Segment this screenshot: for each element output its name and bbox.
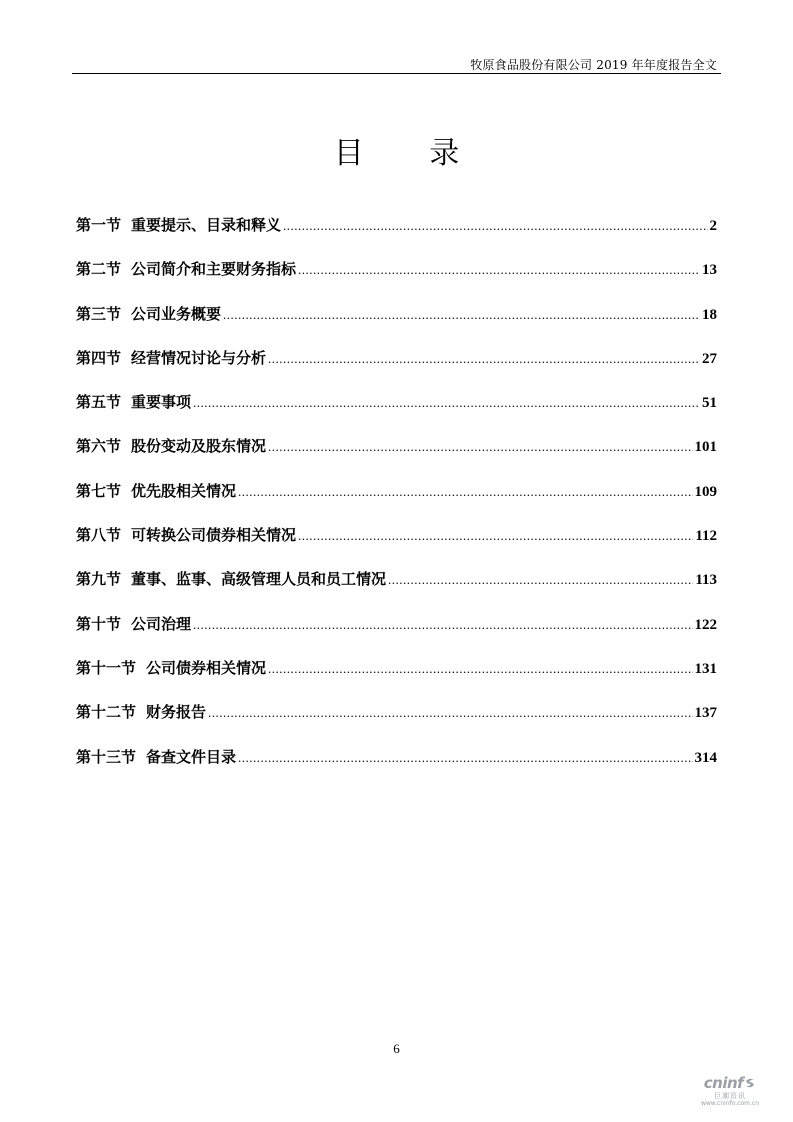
page-number: 6 <box>393 1041 400 1056</box>
toc-leader-dots <box>193 395 700 411</box>
toc-page-number: 101 <box>694 439 717 456</box>
toc-leader-dots <box>388 572 693 588</box>
toc-entry[interactable] <box>76 613 717 657</box>
toc-leader-dots <box>238 750 692 766</box>
toc-section-number: 第八节 <box>76 526 122 545</box>
toc-section-title: 经营情况讨论与分析 <box>131 348 267 367</box>
toc-section-title: 重要事项 <box>131 393 192 412</box>
cninfo-swirl-icon <box>744 1077 756 1089</box>
toc-section-number: 第七节 <box>76 481 122 500</box>
cninfo-logo <box>695 1074 765 1092</box>
toc-page-number: 27 <box>702 350 717 367</box>
toc-section-number: 第五节 <box>76 393 122 412</box>
toc-leader-dots <box>208 705 692 721</box>
toc-leader-dots <box>268 439 692 455</box>
toc-section-number: 第十二节 <box>76 703 137 722</box>
toc-entry[interactable] <box>76 435 717 479</box>
cninfo-watermark <box>695 1074 765 1108</box>
toc-page-number: 314 <box>694 749 717 766</box>
toc-entry[interactable] <box>76 391 717 435</box>
toc-section-title: 可转换公司债券相关情况 <box>131 526 297 545</box>
toc-section-number: 第十节 <box>76 614 122 633</box>
toc-entry[interactable] <box>76 258 717 302</box>
toc-section-title: 公司治理 <box>131 614 192 633</box>
toc-page-number: 113 <box>695 572 717 589</box>
toc-page-number: 109 <box>694 483 717 500</box>
header-divider <box>72 73 721 74</box>
cninfo-logo-text: cninf <box>703 1074 744 1092</box>
toc-section-title: 公司债券相关情况 <box>146 658 267 677</box>
toc-section-number: 第六节 <box>76 437 122 456</box>
toc-section-title: 备查文件目录 <box>146 747 237 766</box>
toc-section-title: 财务报告 <box>146 703 207 722</box>
toc-section-number: 第四节 <box>76 348 122 367</box>
toc-section-title: 公司简介和主要财务指标 <box>131 260 297 279</box>
toc-section-number: 第一节 <box>76 216 122 234</box>
toc-section-number: 第十一节 <box>76 658 137 677</box>
toc-section-number: 第二节 <box>76 260 122 279</box>
toc-section-title: 优先股相关情况 <box>131 481 237 500</box>
toc-section-title: 公司业务概要 <box>131 304 222 323</box>
toc-section-number: 第九节 <box>76 570 122 589</box>
toc-page-number: 2 <box>709 218 717 234</box>
toc-page-number: 122 <box>694 616 717 633</box>
toc-entry[interactable] <box>76 746 717 790</box>
table-of-contents <box>76 214 717 790</box>
toc-leader-dots <box>223 307 700 323</box>
toc-entry[interactable] <box>76 568 717 612</box>
document-header: 牧原食品股份有限公司 2019 年年度报告全文 <box>470 58 717 72</box>
toc-page-number: 13 <box>702 262 717 279</box>
toc-section-number: 第三节 <box>76 304 122 323</box>
toc-entry[interactable] <box>76 347 717 391</box>
toc-section-title: 重要提示、目录和释义 <box>131 216 282 234</box>
toc-entry[interactable] <box>76 701 717 745</box>
toc-leader-dots <box>283 218 707 234</box>
toc-section-number: 第十三节 <box>76 747 137 766</box>
cninfo-url: www.cninfo.com.cn <box>700 1100 760 1107</box>
toc-leader-dots <box>268 661 692 677</box>
toc-entry[interactable] <box>76 524 717 568</box>
toc-section-title: 董事、监事、高级管理人员和员工情况 <box>131 570 387 589</box>
toc-page-number: 51 <box>702 395 717 412</box>
toc-entry[interactable] <box>76 480 717 524</box>
toc-entry[interactable] <box>76 657 717 701</box>
cninfo-subtitle: 巨潮资讯 <box>714 1092 746 1100</box>
toc-leader-dots <box>298 262 700 278</box>
toc-leader-dots <box>193 617 692 633</box>
toc-page-number: 137 <box>694 705 717 722</box>
toc-page-number: 131 <box>694 660 717 677</box>
toc-page-number: 112 <box>695 528 717 545</box>
toc-entry[interactable] <box>76 303 717 347</box>
toc-entry[interactable] <box>76 214 717 258</box>
toc-page-number: 18 <box>702 306 717 323</box>
toc-section-title: 股份变动及股东情况 <box>131 437 267 456</box>
toc-leader-dots <box>268 351 700 367</box>
page-title: 目 录 <box>333 136 488 171</box>
toc-leader-dots <box>238 484 692 500</box>
toc-leader-dots <box>298 528 693 544</box>
